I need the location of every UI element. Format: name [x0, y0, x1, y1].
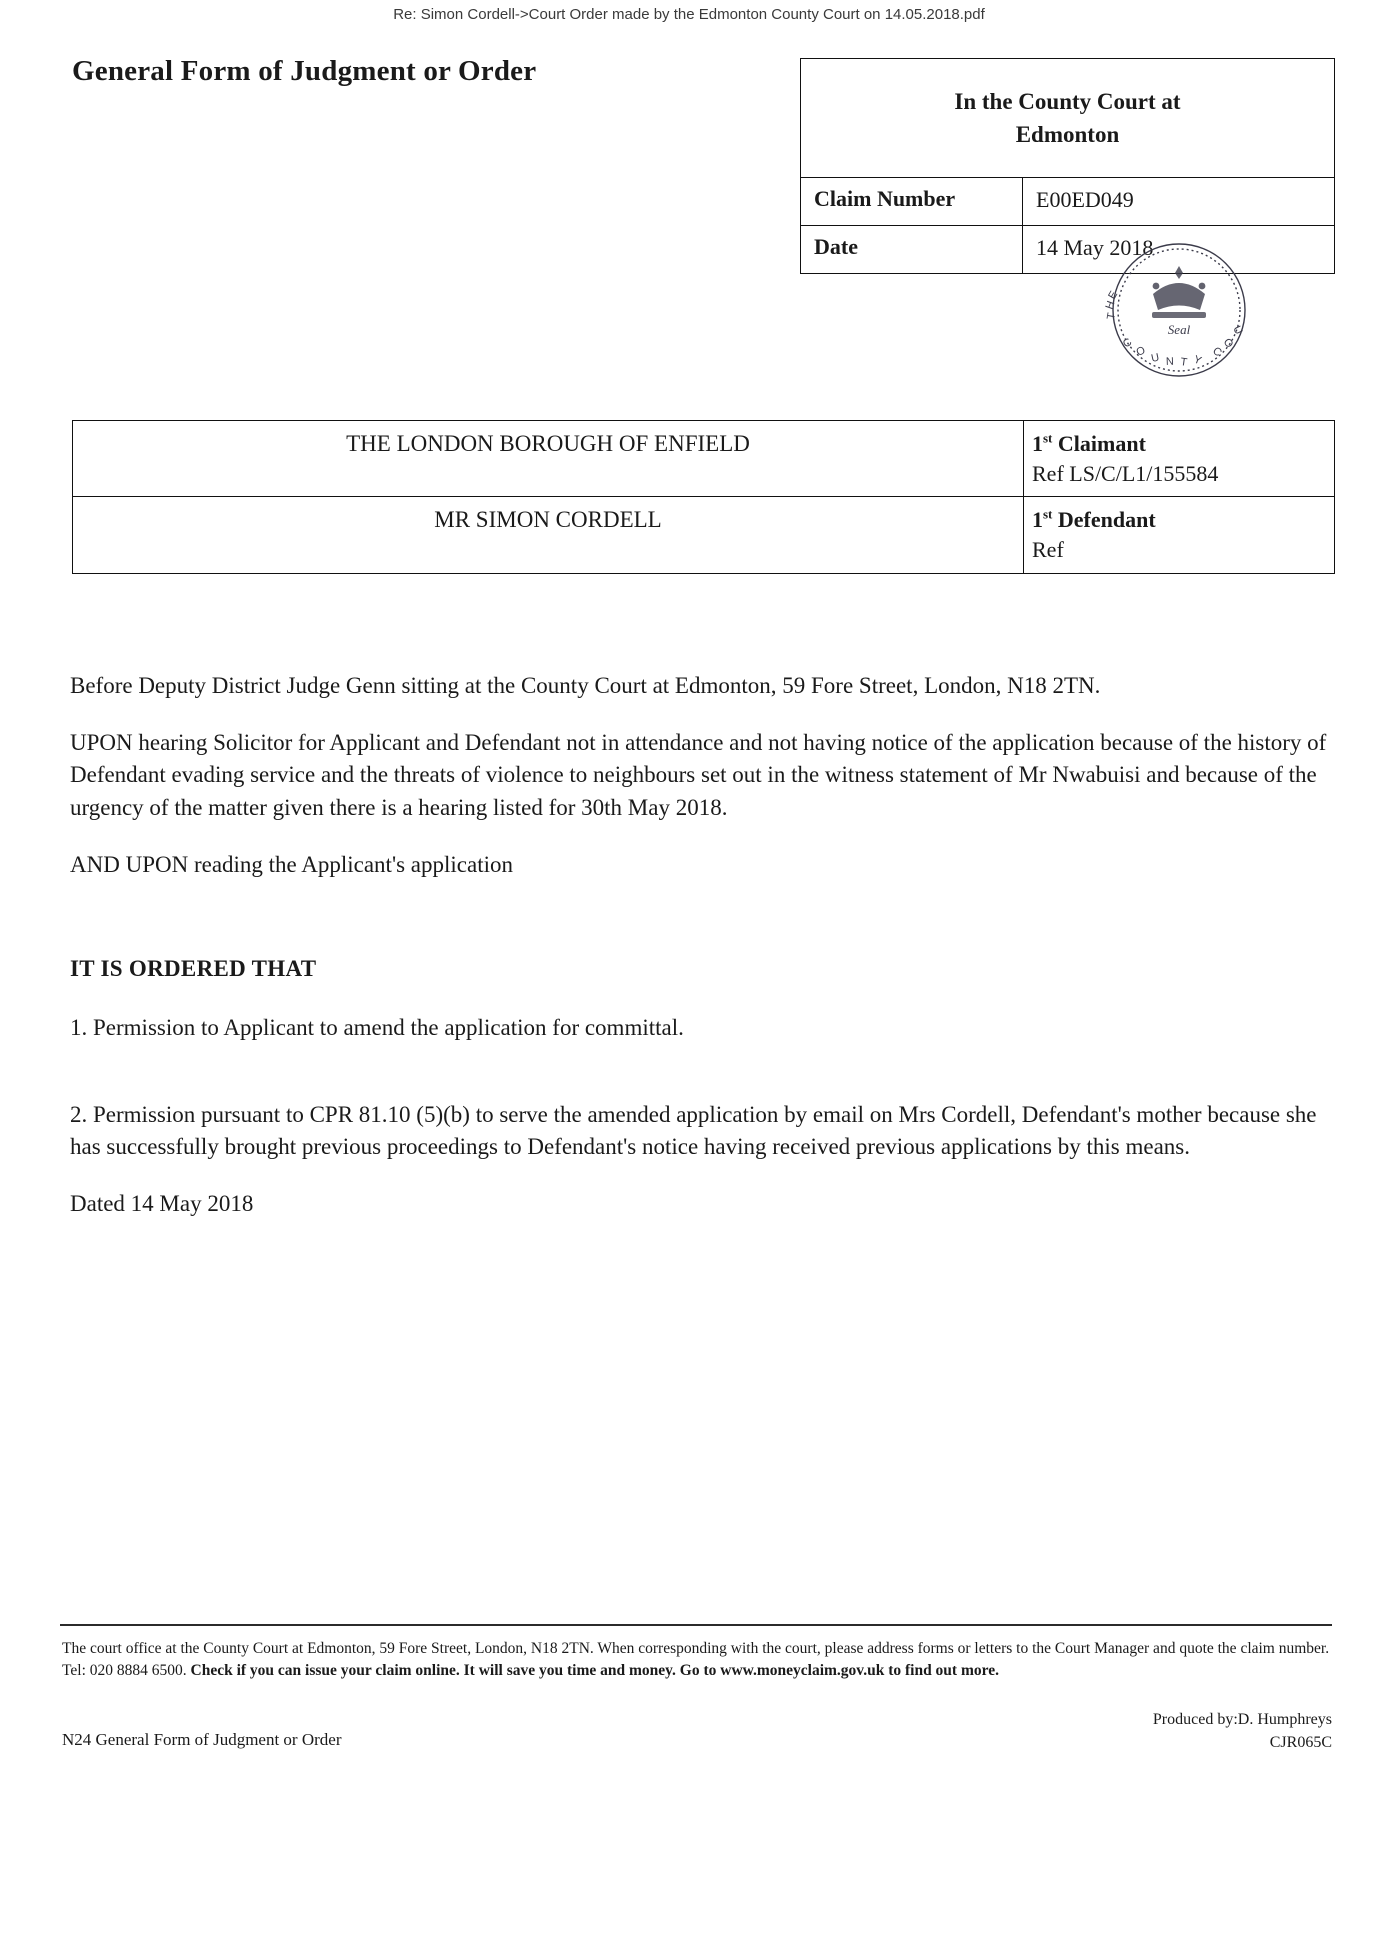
footer-production-info: [1153, 1708, 1332, 1754]
claimant-role-word: Claimant: [1057, 431, 1146, 456]
svg-text:Y: Y: [1191, 353, 1204, 368]
svg-text:U: U: [1150, 351, 1162, 365]
order-item-1: 1. Permission to Applicant to amend the application for committal.: [70, 1014, 684, 1040]
svg-text:T: T: [1105, 310, 1119, 321]
page-title: General Form of Judgment or Order: [72, 55, 537, 87]
defendant-name: MR SIMON CORDELL: [73, 497, 1024, 572]
svg-text:U: U: [1230, 324, 1246, 338]
defendant-role-cell: [1024, 497, 1334, 572]
claimant-ordinal-suffix: st: [1043, 430, 1053, 446]
upon-paragraph: UPON hearing Solicitor for Applicant and Defendant not in attendance and not having notice of the application because of the history of Defendant evading service and the threats of violence to neighbours set out in the witness statement of Mr Nwabuisi and because of the urgency of the matter given there is a hearing listed for 30th May 2018.: [70, 729, 1327, 820]
defendant-ordinal: 1: [1032, 507, 1043, 533]
svg-text:T: T: [1179, 356, 1189, 370]
svg-text:O: O: [1134, 344, 1148, 359]
claimant-name: THE LONDON BOROUGH OF ENFIELD: [73, 421, 1024, 496]
court-details-box: [800, 58, 1335, 274]
claim-number-row: [801, 178, 1334, 226]
footer-divider: [60, 1624, 1332, 1626]
table-row: [73, 497, 1334, 572]
parties-table: [72, 420, 1335, 574]
svg-text:N: N: [1165, 355, 1176, 368]
footer-note-part1: The court office at the County Court at Edmonton, 59 Fore Street, London, N18 2TN. When corresponding with the court, please address forms or letters to the Court Manager and quote the claim number. Tel: 020 8884 6500.: [62, 1640, 1330, 1680]
svg-text:E: E: [1106, 288, 1121, 302]
produced-by: Produced by:D. Humphreys: [1152, 1711, 1332, 1728]
svg-text:O: O: [1220, 336, 1237, 352]
claimant-ordinal: 1: [1032, 431, 1043, 456]
before-paragraph: Before Deputy District Judge Genn sitting at the County Court at Edmonton, 59 Fore Street, London, N18 2TN.: [70, 673, 1101, 698]
court-heading-line2: Edmonton: [1015, 122, 1120, 147]
claimant-role-cell: [1024, 421, 1334, 496]
svg-text:C: C: [1120, 335, 1136, 351]
date-row: [801, 226, 1334, 273]
court-heading-line1: In the County Court at: [954, 88, 1181, 114]
order-item-2: 2. Permission pursuant to CPR 81.10 (5)(b) to serve the amended application by email on Mrs Cordell, Defendant's mother because she has successfully brought previous proceedings to Defendant's notice having received previous applications by this means.: [70, 1101, 1317, 1160]
svg-text:H: H: [1103, 298, 1118, 312]
svg-text:Seal: Seal: [1167, 322, 1191, 337]
claim-number-value: E00ED049: [1036, 187, 1134, 212]
defendant-role-word: Defendant: [1057, 507, 1156, 533]
defendant-ref: Ref: [1032, 537, 1064, 563]
form-code: N24 General Form of Judgment or Order: [62, 1730, 342, 1749]
defendant-ordinal-suffix: st: [1043, 507, 1053, 523]
claimant-role: [1032, 429, 1334, 459]
date-label: Date: [801, 226, 1023, 273]
footer-note-bold: Check if you can issue your claim online. It will save you time and money. Go to www.moneyclaim.gov.uk to find out more.: [190, 1662, 999, 1680]
defendant-role: [1032, 505, 1334, 535]
date-value: 14 May 2018: [1036, 235, 1154, 260]
claim-number-label: Claim Number: [801, 178, 1023, 225]
ordered-heading: IT IS ORDERED THAT: [70, 956, 317, 982]
dated-line: Dated 14 May 2018: [70, 1190, 254, 1216]
order-body: [70, 670, 1335, 1245]
svg-text:C: C: [1210, 344, 1225, 360]
document-page: [0, 30, 1378, 1948]
claimant-ref: Ref LS/C/L1/155584: [1032, 460, 1219, 486]
and-upon-paragraph: AND UPON reading the Applicant's application: [70, 851, 513, 877]
table-row: [73, 421, 1334, 497]
doc-code: CJR065C: [1269, 1734, 1332, 1752]
court-heading: [801, 59, 1334, 178]
pdf-file-title: Re: Simon Cordell->Court Order made by the Edmonton County Court on 14.05.2018.pdf: [393, 6, 985, 23]
footer-note: [62, 1638, 1334, 1683]
